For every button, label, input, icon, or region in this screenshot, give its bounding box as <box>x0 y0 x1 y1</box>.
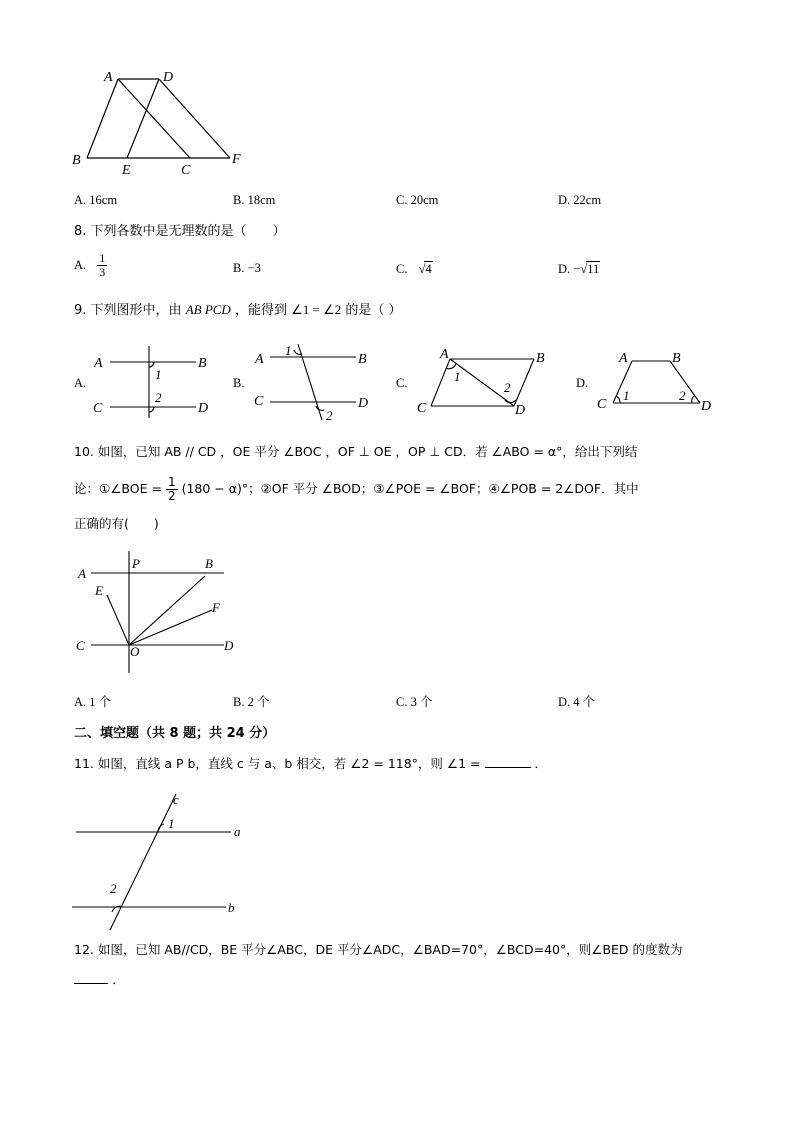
q9b-label-C: C <box>254 394 264 409</box>
q10-fraction <box>166 476 178 503</box>
q9a-label-D: D <box>198 401 209 416</box>
q9c-angle-2: 2 <box>504 380 511 395</box>
q9-stem-mid: ，能得到 <box>234 303 287 318</box>
q9c-label-A: A <box>440 347 449 362</box>
q12-stem: 12. 如图，已知 AB//CD，BE 平分∠ABC，DE 平分∠ADC，∠BAD=70°，∠BCD=40°，则∠BED 的度数为 <box>74 942 683 957</box>
q9-option-d-letter[interactable]: D. <box>576 376 589 390</box>
q8-a-prefix: A. <box>74 258 87 272</box>
q9b-label-A: A <box>255 352 264 367</box>
q11-angle-2: 2 <box>110 881 117 896</box>
q8-a-fraction <box>97 252 107 279</box>
q10-label-O: O <box>130 644 140 659</box>
q12-answer-blank[interactable] <box>74 983 108 984</box>
q11-figure <box>66 790 256 935</box>
q7-label-B: B <box>72 153 81 168</box>
q11-stem-text: 11. 如图，直线 a P b，直线 c 与 a、b 相交，若 ∠2 = 118°，则 ∠1 = <box>74 756 481 771</box>
q9-stem-math2: ∠1 = ∠2 <box>291 302 342 317</box>
q7-option-c[interactable]: C. 20cm <box>396 193 439 207</box>
q9b-angle-1: 1 <box>285 343 292 358</box>
q9a-label-C: C <box>93 401 103 416</box>
q8-a-denominator: 3 <box>99 265 106 279</box>
q10-option-b[interactable]: B. 2 个 <box>233 695 270 709</box>
q7-option-b[interactable]: B. 18cm <box>233 193 276 207</box>
q8-stem: 8. 下列各数中是无理数的是（ ） <box>74 224 286 239</box>
q8-a-numerator: 1 <box>99 251 106 265</box>
q10-label-C: C <box>76 638 85 653</box>
q8-c-radicand: 4 <box>425 262 432 276</box>
q9-stem-suffix: 的是（ ） <box>345 303 402 318</box>
q8-option-c[interactable] <box>396 261 433 277</box>
q9c-label-D: D <box>515 403 526 418</box>
q9-figure-b[interactable] <box>250 340 380 422</box>
q10-label-F: F <box>212 600 220 615</box>
q10-line-2a: 论：①∠BOE = <box>74 481 162 496</box>
q11-label-a: a <box>234 824 241 839</box>
q7-label-D: D <box>163 70 174 85</box>
q11-label-b: b <box>228 900 235 915</box>
q12-stem-end: ． <box>112 973 126 988</box>
q8-d-radicand: 11 <box>587 262 600 276</box>
q10-option-d[interactable]: D. 4 个 <box>558 695 596 709</box>
q10-label-E: E <box>95 583 103 598</box>
q9c-label-B: B <box>536 351 545 366</box>
q10-frac-num: 1 <box>167 475 176 489</box>
q9b-angle-2: 2 <box>326 408 333 422</box>
q10-label-P: P <box>132 556 140 571</box>
q9a-label-A: A <box>94 356 103 371</box>
q8-c-prefix: C. <box>396 262 408 276</box>
section-title: 二、填空题（共 8 题；共 24 分） <box>74 726 276 741</box>
q9-option-c-letter[interactable]: C. <box>396 376 408 390</box>
q7-option-a[interactable]: A. 16cm <box>74 193 118 207</box>
q11-stem-end: ． <box>534 756 547 771</box>
q9-figure-d[interactable] <box>592 344 722 416</box>
q7-figure <box>60 62 260 182</box>
q9-option-b-letter[interactable]: B. <box>233 376 245 390</box>
q9c-angle-1: 1 <box>454 369 461 384</box>
q7-label-A: A <box>104 70 113 85</box>
q9d-label-D: D <box>701 399 712 414</box>
q9a-angle-1: 1 <box>155 367 162 382</box>
q10-label-B: B <box>205 556 213 571</box>
q8-option-b[interactable]: B. −3 <box>233 261 261 275</box>
q11-label-c: c <box>173 792 179 807</box>
q9a-angle-2: 2 <box>155 390 162 405</box>
q10-line-3: 正确的有( ) <box>74 516 159 531</box>
q12-answer-line <box>74 973 125 989</box>
q9c-label-C: C <box>417 401 427 416</box>
q8-option-a[interactable] <box>74 252 107 279</box>
q10-figure <box>72 548 247 673</box>
q10-label-A: A <box>78 566 86 581</box>
q9d-label-C: C <box>597 397 607 412</box>
q10-line-2b: (180 − α)°；②OF 平分 ∠BOD；③∠POE = ∠BOF；④∠POB = 2∠DOF．其中 <box>181 481 639 496</box>
q9a-label-B: B <box>198 356 207 371</box>
sqrt-icon: √ <box>418 262 426 276</box>
q9-stem <box>74 302 402 319</box>
q9d-angle-2: 2 <box>679 388 686 403</box>
q10-line-1: 10. 如图，已知 AB // CD ，OE 平分 ∠BOC ，OF ⊥ OE ，OP ⊥ CD．若 ∠ABO = α°，给出下列结 <box>74 444 638 459</box>
q11-stem <box>74 756 547 772</box>
q9-stem-prefix: 9. 下列图形中，由 <box>74 303 182 318</box>
q7-option-d[interactable]: D. 22cm <box>558 193 602 207</box>
q9-figure-c[interactable] <box>412 344 552 418</box>
q7-label-F: F <box>232 152 241 167</box>
q7-label-E: E <box>122 163 131 178</box>
sqrt-icon: √ <box>580 262 588 276</box>
q11-angle-1: 1 <box>168 816 175 831</box>
q9d-label-B: B <box>672 351 681 366</box>
q9d-label-A: A <box>619 351 628 366</box>
q7-label-C: C <box>181 163 191 178</box>
q9b-label-B: B <box>358 352 367 367</box>
q10-line-2 <box>74 472 639 506</box>
q8-d-prefix: D. − <box>558 262 581 276</box>
q8-option-d[interactable] <box>558 261 600 277</box>
q10-label-D: D <box>224 638 234 653</box>
q10-option-a[interactable]: A. 1 个 <box>74 695 112 709</box>
q9-figure-a[interactable] <box>88 344 220 420</box>
q10-option-c[interactable]: C. 3 个 <box>396 695 433 709</box>
q9d-angle-1: 1 <box>623 388 630 403</box>
q10-frac-den: 2 <box>167 489 176 503</box>
q9-stem-math: AB PCD <box>185 302 231 317</box>
q9b-label-D: D <box>358 396 369 411</box>
q9-option-a-letter[interactable]: A. <box>74 376 87 390</box>
q11-answer-blank[interactable] <box>485 767 531 768</box>
